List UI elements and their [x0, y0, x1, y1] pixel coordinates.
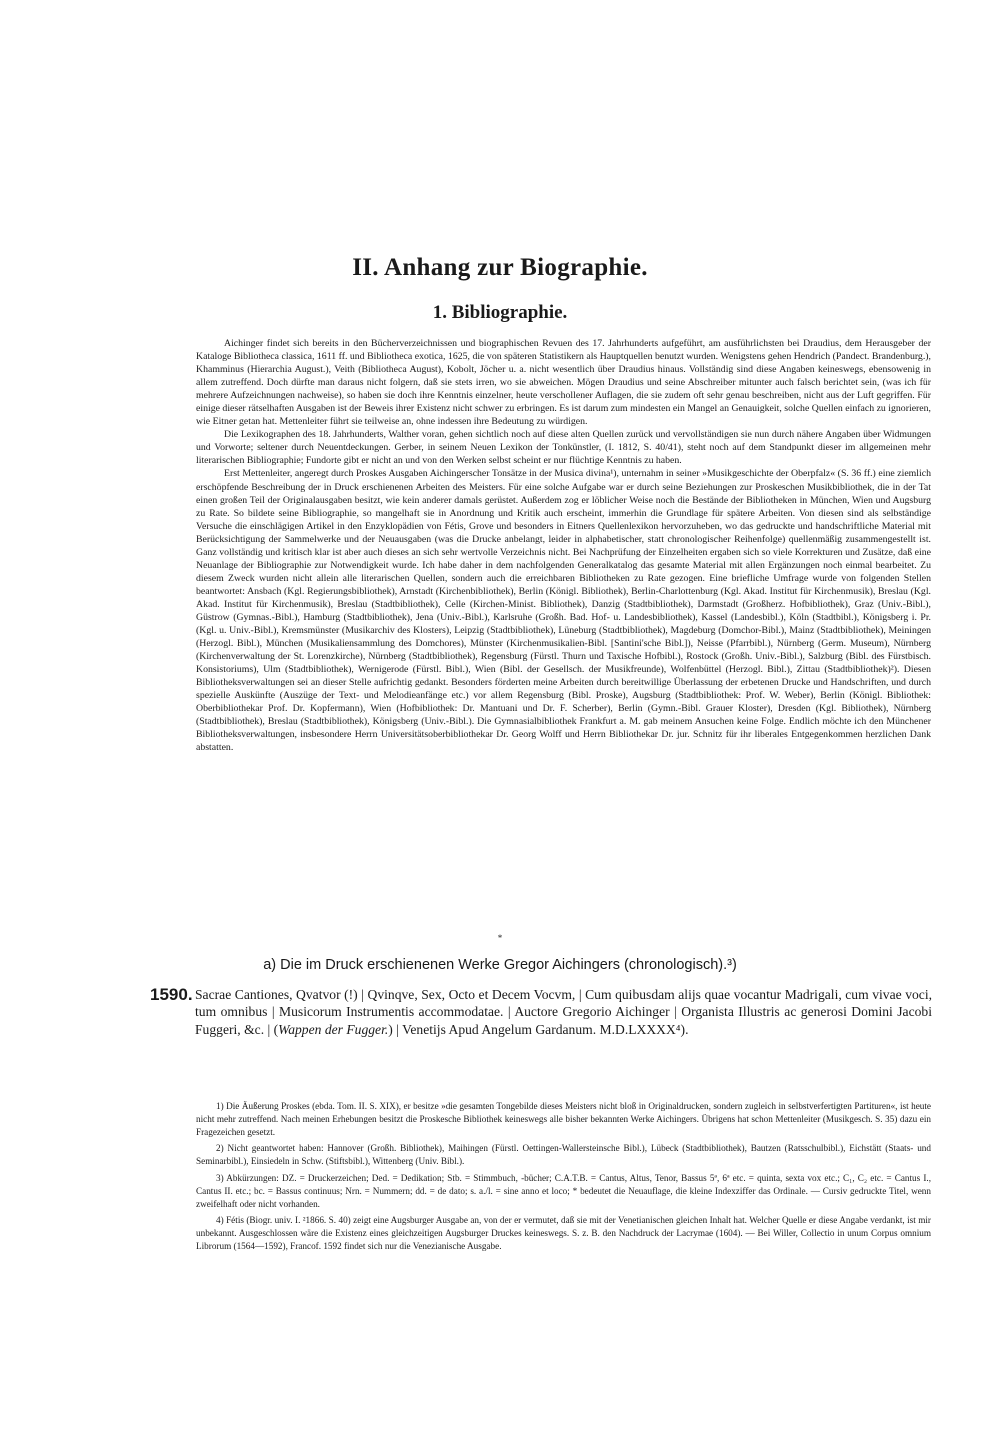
- paragraph: Erst Mettenleiter, angeregt durch Proskes Ausgaben Aichingerscher Tonsätze in der Musica divina¹), unternahm in seiner »Musikgeschichte der Oberpfalz« (S. 36 ff.) eine ziemlich erschöpfende Beschreibung der in Druck erschienenen Arbeiten des Meisters. Für eine solche Aufgabe war er durch seine Beziehungen zur Proskeschen Musikbibliothek, die in der Tat einen großen Teil der Originalausgaben besitzt, wie kein anderer damals gerüstet. Außerdem zog er löblicher Weise noch die Bestände der Bibliotheken in München, Wien und Augsburg zu Rate. So bildete seine Bibliographie, so mangelhaft sie in Anordnung und Kritik auch erscheint, immerhin die Grundlage für spätere Arbeiten. Von diesen sind als selbständige Versuche die einschlägigen Artikel in den Enzyklopädien von Fétis, Grove und besonders in Eitners Quellenlexikon hervorzuheben, wo das gedruckte und handschriftliche Material mit Berücksichtigung der Sammelwerke und der Neuausgaben (was die Drucke anbelangt, leider in alphabetischer, statt chronologischer Reihenfolge) quellenmäßig zusammengestellt ist. Ganz vollständig und kritisch klar ist aber auch dieses an sich sehr wertvolle Verzeichnis nicht. Bei Nachprüfung der Einzelheiten ergaben sich so viele Korrekturen und Zusätze, daß eine Neuanlage der Bibliographie zur Notwendigkeit wurde. Ich habe daher in dem nachfolgenden Generalkatalog das gesamte Material mit allen Ergänzungen noch einmal bearbeitet. Zu diesem Zweck wurden nicht allein alle literarischen Quellen, sondern auch die erreichbaren Bibliotheken zu Rate gezogen. Eine briefliche Umfrage wurde von folgenden Stellen beantwortet: Ansbach (Kgl. Regierungsbibliothek), Arnstadt (Kirchenbibliothek), Berlin (Königl. Bibliothek), Berlin-Charlottenburg (Kgl. Akad. Institut für Kirchenmusik), Breslau (Kgl. Akad. Institut für Kirchenmusik), Breslau (Stadtbibliothek), Celle (Kirchen-Minist. Bibliothek), Danzig (Stadtbibliothek), Darmstadt (Großherz. Hofbibliothek), Graz (Univ.-Bibl.), Güstrow (Gymnas.-Bibl.), Hamburg (Stadtbibliothek), Jena (Univ.-Bibl.), Karlsruhe (Großh. Bad. Hof- u. Landesbibliothek), Kassel (Landesbibl.), Köln (Stadtbibl.), Königsberg i. Pr. (Kgl. u. Univ.-Bibl.), Kremsmünster (Musikarchiv des Klosters), Leipzig (Stadtbibliothek), Lüneburg (Stadtbibliothek), Magdeburg (Domchor-Bibl.), Mainz (Stadtbibliothek), Meiningen (Herzogl. Bibl.), München (Musikaliensammlung des Domchores), Münster (Kirchenmusikalien-Bibl. [Santini'sche Bibl.]), Neisse (Pfarrbibl.), Nürnberg (Germ. Museum), Nürnberg (Kirchenverwaltung der St. Lorenzkirche), Nürnberg (Stadtbibliothek), Regensburg (Fürstl. Thurn und Taxische Hofbibl.), Rostock (Großh. Univ.-Bibl.), Salzburg (Bibl. des Fürstbisch. Konsistoriums), Ulm (Stadtbibliothek), Wernigerode (Fürstl. Bibl.), Wien (Bibl. der Gesellsch. der Musikfreunde), Wolfenbüttel (Herzogl. Bibl.), Zittau (Stadtbibliothek)²). Diesen Bibliotheksverwaltungen sei an dieser Stelle aufrichtig gedankt. Besonders förderten meine Arbeiten durch bereitwillige Überlassung der erbetenen Drucke und Handschriften, und durch spezielle Auskünfte (Auszüge der Text- und Melodieanfänge etc.) vor allem Regensburg (Bibl. Proske), Augsburg (Stadtbibliothek: Prof. W. Weber), Berlin (Königl. Bibliothek: Oberbibliothekar Prof. Dr. Kopfermann), Wien (Hofbibliothek: Dr. Mantuani und Dr. F. Scherber), Berlin (Gymn.-Bibl. Grauer Kloster), Dresden (Kgl. Bibliothek), Nürnberg (Stadtbibliothek), Breslau (Stadtbibliothek), Königsberg (Univ.-Bibl.). Die Gymnasialbibliothek Frankfurt a. M. gab meinem Ansuchen keine Folge. Endlich möchte ich den Münchener Bibliotheksverwaltungen, insbesondere Herrn Universitätsoberbibliothekar Dr. Georg Wolff und Herrn Bibliothekar Dr. jur. Schnitz für ihr liberales Entgegenkommen herzlichen Dank abstatten.: [196, 468, 931, 754]
- entry-title-part: Sacrae Cantiones, Qvatvor (!) | Qvinqve, Sex, Octo et Decem Vocvm, | Cum quibusdam alijs quae vocantur Madrigali, cum vivae voci, tum omnibus | Musicorum Instrumentis accommodatae. | Auctore Gregorio Aichinger | Organista Illustris ac generosi Domini Jacobi Fuggeri, &c. | (: [195, 987, 932, 1037]
- subsection-title: a) Die im Druck erschienenen Werke Gregor Aichingers (chronologisch).³): [263, 957, 737, 973]
- bibliography-entry: [150, 986, 932, 1038]
- footnote: 2) Nicht geantwortet haben: Hannover (Großh. Bibliothek), Maihingen (Fürstl. Oettingen-Wallersteinsche Bibl.), Lübeck (Stadtbibliothek), Bautzen (Ratsschulbibl.), Eichstätt (Staats- und Seminarbibl.), Einsiedeln in Schw. (Stiftsbibl.), Wittenberg (Univ. Bibl.).: [196, 1143, 931, 1167]
- footnote: 4) Fétis (Biogr. univ. I. ²1866. S. 40) zeigt eine Augsburger Ausgabe an, von der er vermutet, daß sie mit der Venetianischen gleichen Inhalt hat. Welcher Quelle er diese Angabe verdankt, ist mir unbekannt. Ausgeschlossen wäre die Existenz eines gleichzeitigen Augsburger Druckes keineswegs. S. z. B. den Nachdruck der Lacrymae (1604). — Bei Willer, Collectio in unum Corpus omnium Librorum (1564—1592), Francof. 1592 findet sich nur die Venezianische Ausgabe.: [196, 1215, 931, 1251]
- entry-text: [195, 986, 932, 1038]
- section-title: 1. Bibliographie.: [432, 302, 568, 323]
- chapter-title: II. Anhang zur Biographie.: [352, 254, 648, 281]
- paragraph: Aichinger findet sich bereits in den Bücherverzeichnissen und biographischen Revuen des 17. Jahrhunderts aufgeführt, am ausführlichsten bei Draudius, dem Herausgeber der Kataloge Bibliotheca classica, 1611 ff. und Bibliotheca exotica, 1625, die von späteren Statistikern als Hauptquellen benutzt wurden. Wenigstens gehen Hendrich (Pandect. Brandenburg.), Khamminus (Hierarchia August.), Veith (Bibliotheca August), Kobolt, Jöcher u. a. nicht wesentlich über Draudius hinaus. Vollständig sind diese Angaben keineswegs, ebensowenig in allem zutreffend. Doch dürfte man daraus nicht folgern, daß sie stets irren, wo sie abweichen. Mögen Draudius und seine Abschreiber mitunter auch falsch berichtet sein, (was ich für mehrere Aufzeichnungen nachweise), so haben sie doch ihre Kenntnis einzelner, heute verschollener Auflagen, die sie zudem oft sehr genau beschreiben, nicht aus der Luft gegriffen. Für einige dieser rätselhaften Ausgaben ist der Beweis ihrer Existenz nicht schwer zu erbringen. Es ist darum zum mindesten ein Mangel an Genauigkeit, solche Quellen einfach zu ignorieren, wie Eitner getan hat. Mettenleiter führt sie teilweise an, ohne indessen ihre Bedeutung zu würdigen.: [196, 338, 931, 428]
- entry-imprint-part: ) | Venetijs Apud Angelum Gardanum. M.D.LXXXX⁴).: [388, 1021, 689, 1037]
- paragraph: Die Lexikographen des 18. Jahrhunderts, Walther voran, gehen sichtlich noch auf diese alten Quellen zurück und vervollständigen sie nun durch nähere Angaben über Widmungen und Vorworte; seltener durch Neuentdeckungen. Gerber, in seinem Neuen Lexikon der Tonkünstler, (I. 1812, S. 40/41), steht noch auf dem Standpunkt dieser im allgemeinen mehr literarischen Bibliographie; Fundorte gibt er nicht an und von den Werken selbst scheint er nur flüchtige Kenntnis zu haben.: [196, 429, 931, 467]
- body-text: [196, 337, 931, 755]
- footnote: 1) Die Äußerung Proskes (ebda. Tom. II. S. XIX), er besitze »die gesamten Tongebilde dieses Meisters nicht bloß in Originaldrucken, sondern zugleich in selbstverfertigten Partituren«, ist heute nicht mehr zutreffend. Nach meinen Erhebungen besitzt die Proskesche Bibliothek keineswegs alle bisher bekannten Werke Aichingers. Übrigens hat schon Mettenleiter (Musikgesch. S. 35) dazu ein Fragezeichen gesetzt.: [196, 1101, 931, 1137]
- entry-italic-note: Wappen der Fugger.: [278, 1021, 389, 1037]
- footnotes: [196, 1100, 931, 1257]
- entry-year: 1590.: [150, 985, 193, 1004]
- separator-mark: *: [497, 933, 503, 943]
- footnote: 3) Abkürzungen: DZ. = Druckerzeichen; Ded. = Dedikation; Stb. = Stimmbuch, -bücher; C.A.T.B. = Cantus, Altus, Tenor, Bassus 5ª, 6ª etc. = quinta, sexta vox etc.; C₁, C₂ etc. = Cantus I., Cantus II. etc.; bc. = Bassus continuus; Nrn. = Nummern; dd. = de dato; s. a./l. = sine anno et loco; * bedeutet die Neuauflage, die kleine Indexziffer das Ordinale. — Cursiv gedruckte Titel, wenn zweifelhaft oder nicht vorhanden.: [196, 1172, 931, 1209]
